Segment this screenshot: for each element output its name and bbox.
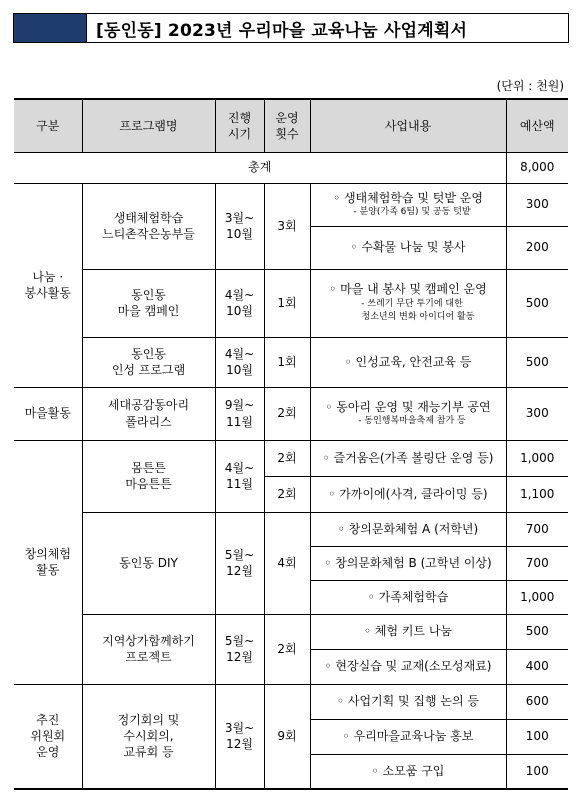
table-header-row <box>14 99 568 152</box>
table-row <box>14 337 568 387</box>
period-cell: 4월~ 10월 <box>215 337 264 387</box>
amount-cell: 700 <box>506 512 568 546</box>
content-cell: ◦ 가족체험학습 <box>310 580 506 614</box>
count-cell: 2회 <box>264 440 310 476</box>
program-cell: 정기회의 및 수시회의, 교류회 등 <box>82 684 215 789</box>
count-cell: 2회 <box>264 387 310 440</box>
count-cell: 4회 <box>264 512 310 614</box>
header-count: 운영 횟수 <box>264 99 310 152</box>
content-main: ◦ 마을 내 봉사 및 캠페인 운영 <box>329 282 487 297</box>
table-row <box>14 614 568 649</box>
header-budget: 예산액 <box>506 99 568 152</box>
amount-cell: 600 <box>506 684 568 719</box>
content-cell: ◦ 즐거움은(가족 볼링단 운영 등) <box>310 440 506 476</box>
content-cell: ◦ 사업기획 및 집행 논의 등 <box>310 684 506 719</box>
total-label: 총계 <box>14 152 506 183</box>
amount-cell: 100 <box>506 754 568 789</box>
content-cell: ◦ 체험 키트 나눔 <box>310 614 506 649</box>
program-cell: 동인동 DIY <box>82 512 215 614</box>
program-cell: 동인동 마을 캠페인 <box>82 269 215 337</box>
period-cell: 3월~ 10월 <box>215 183 264 269</box>
amount-cell: 500 <box>506 337 568 387</box>
content-sub: - 쓰레기 무단 투기에 대한 <box>361 298 463 309</box>
content-cell: ◦ 수확물 나눔 및 봉사 <box>310 226 506 269</box>
program-cell: 생태체험학습 느티촌작은농부들 <box>82 183 215 269</box>
count-cell: 1회 <box>264 269 310 337</box>
amount-cell: 300 <box>506 183 568 226</box>
amount-cell: 1,100 <box>506 476 568 512</box>
count-cell: 3회 <box>264 183 310 269</box>
program-cell: 지역상가함께하기 프로젝트 <box>82 614 215 684</box>
content-cell: ◦ 현장실습 및 교재(소모성재료) <box>310 649 506 684</box>
content-cell: ◦ 창의문화체험 A (저학년) <box>310 512 506 546</box>
total-row <box>14 152 568 183</box>
content-cell: ◦ 우리마을교육나눔 홍보 <box>310 719 506 754</box>
program-cell: 몸튼튼 마음튼튼 <box>82 440 215 512</box>
period-cell: 9월~ 11월 <box>215 387 264 440</box>
content-sub: - 분양(가족 6팀) 및 공동 텃밭 <box>353 206 471 217</box>
group-cell: 마을활동 <box>14 387 82 440</box>
content-cell: ◦ 소모품 구입 <box>310 754 506 789</box>
period-cell: 4월~ 11월 <box>215 440 264 512</box>
content-main: ◦ 동아리 운영 및 재능기부 공연 <box>325 399 491 414</box>
count-cell: 2회 <box>264 614 310 684</box>
amount-cell: 400 <box>506 649 568 684</box>
count-cell: 1회 <box>264 337 310 387</box>
content-cell <box>310 269 506 337</box>
amount-cell: 200 <box>506 226 568 269</box>
budget-plan-table <box>14 98 568 790</box>
group-cell: 나눔 · 봉사활동 <box>14 183 82 387</box>
total-amount: 8,000 <box>506 152 568 183</box>
content-main: ◦ 생태체험학습 및 텃밭 운영 <box>333 190 483 205</box>
period-cell: 3월~ 12월 <box>215 684 264 789</box>
amount-cell: 700 <box>506 546 568 580</box>
content-cell <box>310 183 506 226</box>
amount-cell: 300 <box>506 387 568 440</box>
table-row <box>14 269 568 337</box>
amount-cell: 500 <box>506 614 568 649</box>
table-row <box>14 684 568 719</box>
content-cell: ◦ 창의문화체험 B (고학년 이상) <box>310 546 506 580</box>
table-row <box>14 512 568 546</box>
page-title: [동인동] 2023년 우리마을 교육나눔 사업계획서 <box>96 20 468 41</box>
amount-cell: 1,000 <box>506 440 568 476</box>
content-cell: ◦ 가까이에(사격, 클라이밍 등) <box>310 476 506 512</box>
title-accent-block <box>14 14 87 42</box>
period-cell: 4월~ 10월 <box>215 269 264 337</box>
content-sub: - 동인행복마을축제 참가 등 <box>358 415 466 426</box>
content-cell: ◦ 인성교육, 안전교육 등 <box>310 337 506 387</box>
header-program: 프로그램명 <box>82 99 215 152</box>
amount-cell: 500 <box>506 269 568 337</box>
amount-cell: 1,000 <box>506 580 568 614</box>
unit-note: (단위 : 천원) <box>496 79 564 93</box>
count-cell: 9회 <box>264 684 310 789</box>
group-cell: 창의체험 활동 <box>14 440 82 684</box>
header-period: 진행 시기 <box>215 99 264 152</box>
header-category: 구분 <box>14 99 82 152</box>
content-sub: 청소년의 변화 아이디어 활동 <box>361 312 475 323</box>
amount-cell: 100 <box>506 719 568 754</box>
content-cell <box>310 387 506 440</box>
program-cell: 세대공감동아리 폴라리스 <box>82 387 215 440</box>
count-cell: 2회 <box>264 476 310 512</box>
title-bar <box>13 13 569 43</box>
table-row <box>14 440 568 476</box>
period-cell: 5월~ 12월 <box>215 512 264 614</box>
table-row <box>14 387 568 440</box>
group-cell: 추진 위원회 운영 <box>14 684 82 789</box>
header-content: 사업내용 <box>310 99 506 152</box>
period-cell: 5월~ 12월 <box>215 614 264 684</box>
table-row <box>14 183 568 226</box>
program-cell: 동인동 인성 프로그램 <box>82 337 215 387</box>
